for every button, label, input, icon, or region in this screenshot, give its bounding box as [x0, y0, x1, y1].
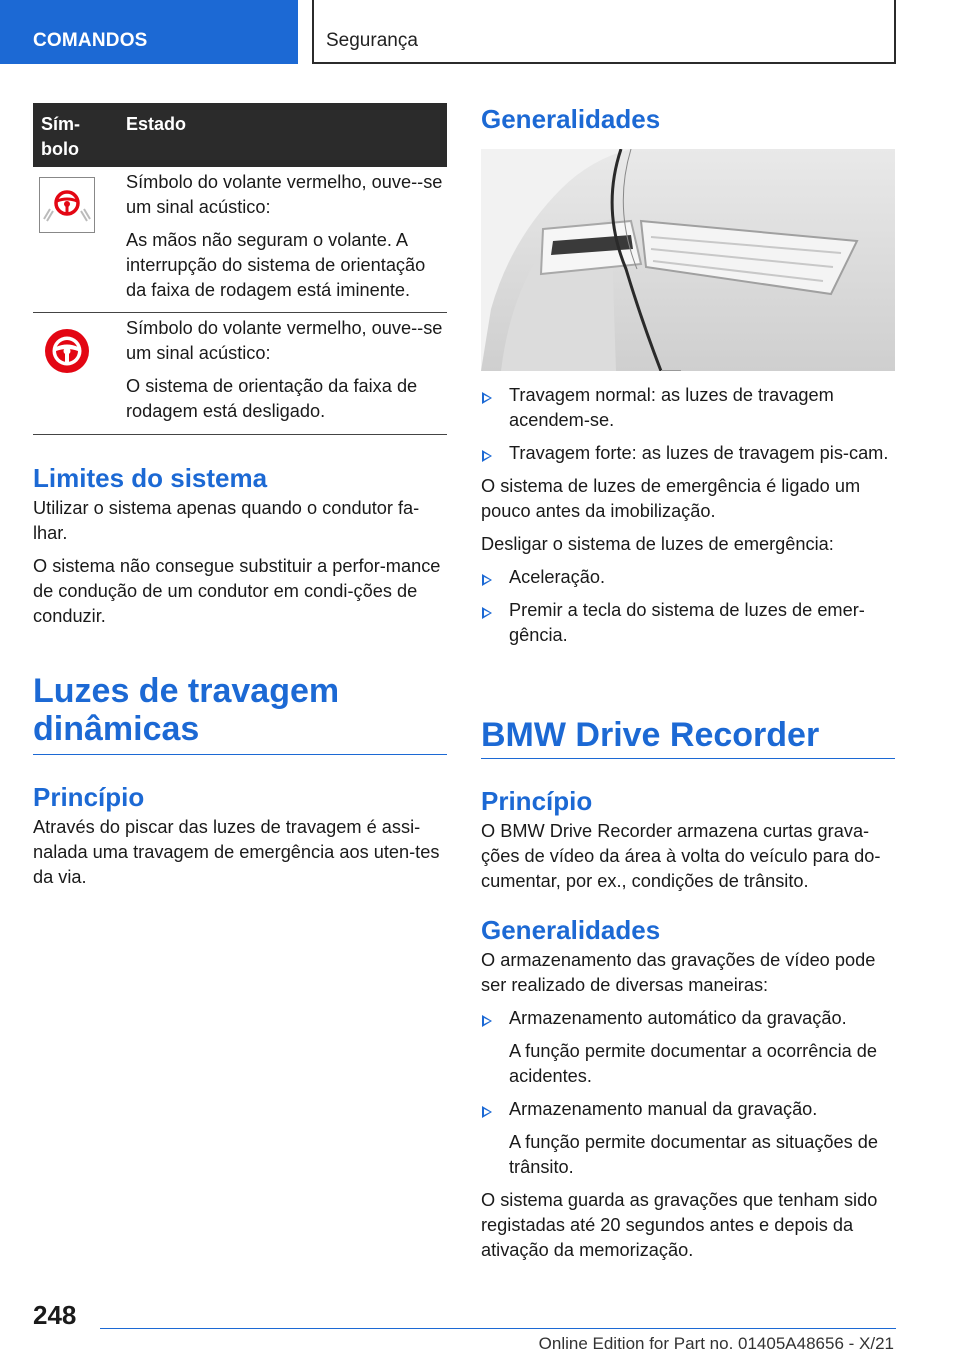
item-title: Armazenamento manual da gravação.: [509, 1099, 818, 1119]
chapter-label: Segurança: [326, 30, 418, 51]
recorder-general-heading: Generalidades: [481, 915, 661, 945]
recorder-closing: O sistema guarda as gravações que tenham sido registadas até 20 segundos antes e depois da ativação da memorização.: [481, 1190, 878, 1260]
bullet-text: Premir a tecla do sistema de luzes de emer-gência.: [509, 600, 865, 645]
state-line-2: O sistema de orientação da faixa de rodagem está desligado.: [126, 376, 418, 421]
heading-rule: [33, 754, 447, 755]
item-desc: A função permite documentar as situações de trânsito.: [509, 1132, 879, 1177]
steering-wheel-red-icon: [39, 323, 95, 384]
bullet-triangle-icon: [482, 392, 492, 404]
brake-lights-general: [481, 103, 895, 648]
limits-heading: Limites do sistema: [33, 463, 268, 493]
edition-note: Online Edition for Part no. 01405A48656 - X/21: [538, 1334, 894, 1353]
brake-lights-heading: Luzes de travagem dinâmicas: [33, 672, 340, 748]
emergency-text: O sistema de luzes de emergência é ligado um pouco antes da imobilização.: [481, 476, 861, 521]
section-label: COMANDOS: [33, 30, 148, 51]
header-symbol: Sím-bolo: [41, 114, 81, 159]
footer-rule: [100, 1328, 896, 1329]
brake-lights-section: [33, 672, 447, 890]
recorder-heading: BMW Drive Recorder: [481, 716, 820, 754]
limits-text-2: O sistema não consegue substituir a perfor-mance de condução de um condutor em condi-ções de conduzir.: [33, 556, 441, 626]
heading-rule: [481, 758, 895, 759]
recorder-principle-heading: Princípio: [481, 786, 593, 816]
header-state: Estado: [126, 114, 187, 134]
list-item: [481, 383, 895, 433]
table-row: [33, 313, 447, 435]
recorder-general-text: O armazenamento das gravações de vídeo pode ser realizado de diversas maneiras:: [481, 950, 876, 995]
steering-wheel-warning-icon: [39, 177, 95, 238]
recorder-principle-text: O BMW Drive Recorder armazena curtas grava-ções de vídeo da área à volta do veículo para do-cumentar, por ex., condições de trânsito.: [481, 821, 881, 891]
list-item: [481, 441, 895, 466]
table-header: [33, 103, 447, 167]
bullet-text: Aceleração.: [509, 567, 606, 587]
bullet-triangle-icon: [482, 1106, 492, 1118]
symbol-table: [33, 103, 447, 435]
section-tab: [0, 0, 298, 64]
state-line-2: As mãos não seguram o volante. A interrupção do sistema de orientação da faixa de rodagem está iminente.: [126, 230, 426, 300]
page-number: 248: [33, 1300, 77, 1330]
principle-heading: Princípio: [33, 782, 145, 812]
state-line-1: Símbolo do volante vermelho, ouve--se um sinal acústico:: [126, 172, 443, 217]
bullet-triangle-icon: [482, 450, 492, 462]
table-row: [33, 167, 447, 313]
limits-section: [33, 462, 447, 629]
tail-light-photo: [481, 149, 895, 371]
chapter-box: [312, 0, 896, 64]
bullet-triangle-icon: [482, 1015, 492, 1027]
bullet-text: Travagem normal: as luzes de travagem acendem-se.: [509, 385, 834, 430]
item-desc: A função permite documentar a ocorrência de acidentes.: [509, 1041, 878, 1086]
principle-text: Através do piscar das luzes de travagem é assi-nalada uma travagem de emergência aos uten-tes da via.: [33, 817, 440, 887]
list-item: [481, 1006, 895, 1089]
list-item: [481, 598, 895, 648]
limits-text-1: Utilizar o sistema apenas quando o condutor fa-lhar.: [33, 498, 420, 543]
list-item: [481, 1097, 895, 1180]
state-cell: [126, 316, 446, 432]
bullet-text: Travagem forte: as luzes de travagem pis-cam.: [509, 443, 889, 463]
drive-recorder-section: [481, 716, 895, 1263]
state-line-1: Símbolo do volante vermelho, ouve--se um sinal acústico:: [126, 318, 443, 363]
list-item: [481, 565, 895, 590]
general-heading: Generalidades: [481, 104, 661, 134]
item-title: Armazenamento automático da gravação.: [509, 1008, 847, 1028]
bullet-triangle-icon: [482, 607, 492, 619]
state-cell: [126, 170, 446, 311]
deactivate-text: Desligar o sistema de luzes de emergência:: [481, 534, 834, 554]
bullet-triangle-icon: [482, 574, 492, 586]
